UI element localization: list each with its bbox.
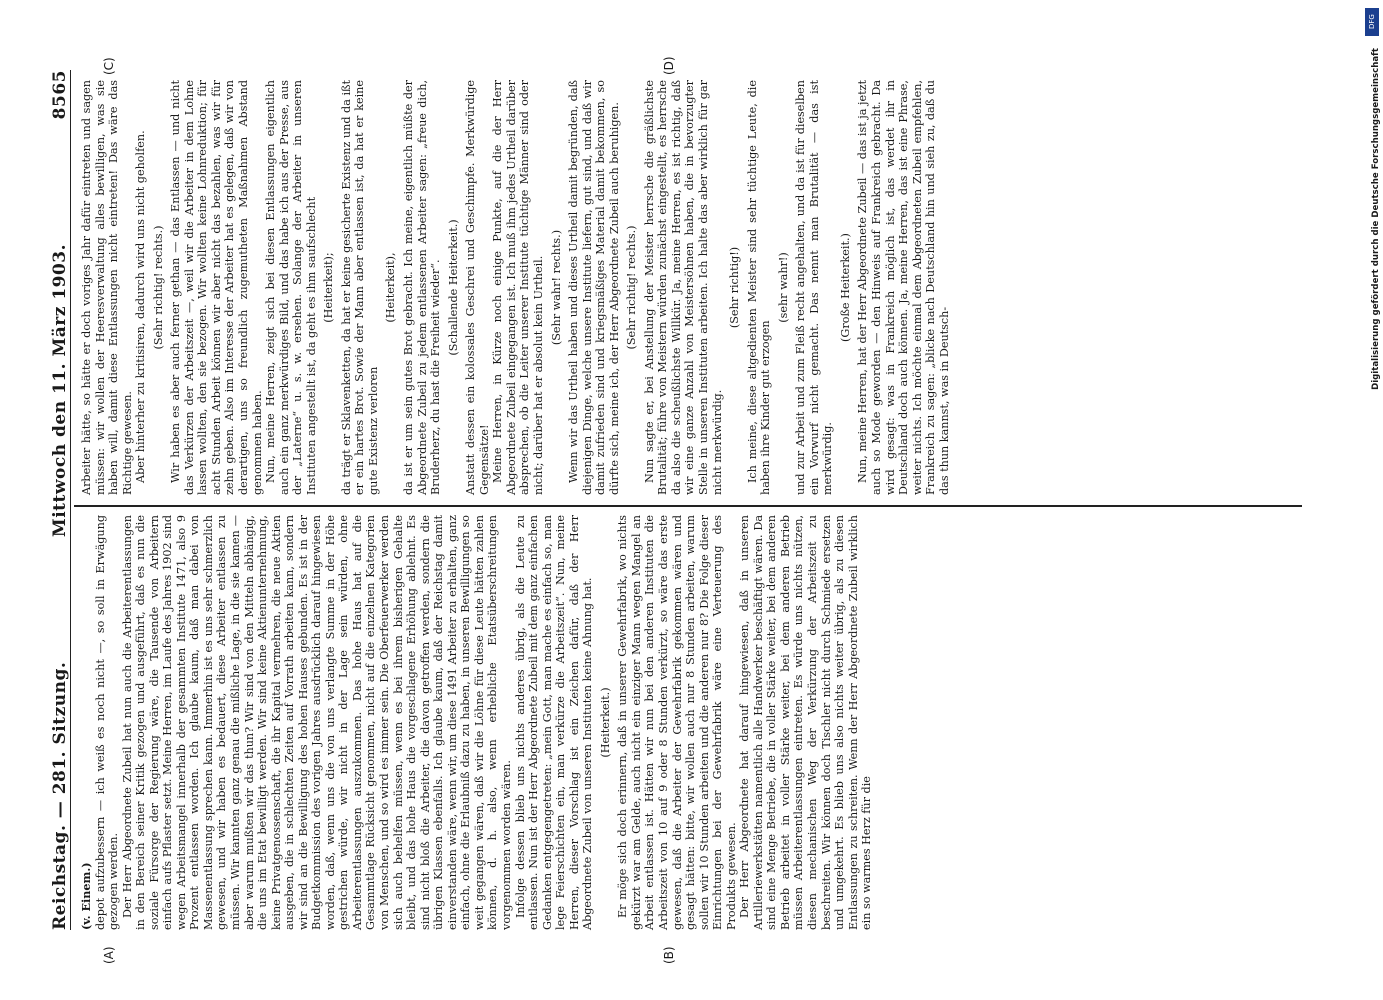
paragraph: da trägt er Sklavenketten, da hat er keine gesicherte Existenz und da ißt er ein hartes Brot. Sowie der Mann aber entlassen ist, da hat er keine gute Existenz verloren	[339, 80, 380, 495]
interjection: (Heiterkeit);	[321, 252, 335, 323]
interjection: (sehr wahr!)	[776, 252, 790, 323]
paragraph: Aber hinterher zu kritisiren, dadurch wird uns nicht geholfen.	[133, 130, 147, 483]
interjection: (Sehr richtig! rechts.)	[624, 225, 638, 350]
credit-text: Digitalisierung gefördert durch die Deutsche Forschungsgemeinschaft	[1371, 48, 1381, 390]
paragraph: Nun sagte er, bei Anstellung der Meister herrsche die gräßlichste Brutalität; führe von Meistern würden zunächst eingestellt, es herrsche da also die scheußlichste Willkür. Ja, meine Herren, es ist richtig, daß wir eine ganze Anzahl von Meistersöhnen haben, die in bevorzugter Stelle in unseren Instituten arbeiten. Ich halte das aber wirklich für gar nicht merkwürdig.	[642, 80, 724, 495]
paragraph: Arbeiter hätte, so hätte er doch voriges Jahr dafür eintreten und sagen müssen: wir wollen der Heeresverwaltung alles bewilligen, was sie haben will, damit diese Entlassungen nicht eintreten! Das wäre das Richtige gewesen.	[79, 80, 134, 495]
paragraph: depot aufzubessern — ich weiß es noch nicht —, so soll in Erwägung gezogen werden.	[93, 515, 120, 930]
margin-marker-a: (A)	[101, 946, 116, 964]
paragraph: Der Herr Abgeordnete hat darauf hingewiesen, daß in unseren Artilleriewerkstätten namentlich alle Handwerker beschäftigt wären. Da sind eine Menge Betriebe, die in voller Stärke weiter, bei dem anderen Betrieb arbeitet in voller Stärke weiter, bei dem anderen Betrieb müssen Arbeiterentlassungen eintreten. Es würde uns nichts nützen, diesen mechanischen Weg der Verkürzung der Arbeitszeit zu beschreiten. Wir können doch Tischler nicht durch Schmiede ersetzen und umgekehrt. Es blieb uns also nichts weiter übrig, als zu diesen Entlassungen zu schreiten. Wenn der Herr Abgeordnete Zubeil wirklich ein so warmes Herz für die	[737, 515, 873, 930]
left-column	[80, 515, 874, 930]
margin-marker-c: (C)	[101, 57, 116, 75]
interjection: (Sehr richtig!)	[727, 246, 741, 329]
interjection: (Sehr richtig! rechts.)	[151, 225, 165, 350]
paragraph: Wenn wir das Urtheil haben und dieses Urtheil damit begründen, daß diejenigen Dinge, welche unsere Institute liefern, gut sind, und daß wir damit zufrieden sind und kriegsmäßiges Material damit bekommen, so dürfte sich, meine ich, der Herr Abgeordnete Zubeil auch beruhigen.	[566, 80, 621, 495]
interjection: (Schallende Heiterkeit.)	[446, 219, 460, 356]
interjection: (Heiterkeit.)	[598, 687, 612, 758]
rotated-page-content	[42, 30, 1342, 970]
header-date: Mittwoch den 11. März 1903.	[49, 243, 70, 538]
interjection: (Heiterkeit),	[383, 252, 397, 323]
paragraph: Nun, meine Herren, hat der Herr Abgeordnete Zubeil — das ist ja jetzt auch so Mode geworden — den Hinweis auf Frankreich gebracht. Da wird gesagt: was in Frankreich möglich ist, das werdet ihr in Deutschland doch auch können. Ja, meine Herren, das ist eine Phrase, weiter nichts. Ich möchte einmal dem Abgeordneten Zubeil empfehlen, Frankreich zu sagen: „blicke nach Deutschland hin und sieh zu, daß du das thun kannst, was in Deutsch-	[855, 80, 951, 495]
margin-marker-b: (B)	[661, 946, 676, 964]
right-column	[80, 80, 951, 495]
margin-marker-d: (D)	[661, 56, 676, 75]
paragraph: Er möge sich doch erinnern, daß in unserer Gewehrfabrik, wo nichts gekürzt war am Gelde, auch nicht ein einziger Mann wegen Mangel an Arbeit entlassen ist. Hätten wir nun bei den anderen Instituten die Arbeitszeit von 10 auf 9 oder 8 Stunden verkürzt, so wäre das erste gewesen, daß die Arbeiter der Gewehrfabrik gekommen wären und gesagt hätten: bitte, wir wollen auch nur 8 Stunden arbeiten, warum sollen wir 10 Stunden arbeiten und die anderen nur 8? Die Folge dieser Einrichtungen bei der Gewehrfabrik wäre eine Verteuerung des Produkts gewesen.	[615, 515, 738, 930]
paragraph: Infolge dessen blieb uns nichts anderes übrig, als die Leute zu entlassen. Nun ist der Herr Abgeordnete Zubeil mit dem ganz einfachen Gedanken entgegengetreten: „mein Gott, man mache es einfach so, man lege Feierschichten ein, man verkürze die Arbeitszeit“. Nun, meine Herren, dieser Vorschlag ist ein Zeichen dafür, daß der Herr Abgeordnete Zubeil von unseren Instituten keine Ahnung hat.	[513, 515, 594, 930]
paragraph: Meine Herren, in Kürze noch einige Punkte, auf die der Herr Abgeordnete Zubeil eingegangen ist. Ich muß ihm jedes Urtheil darüber absprechen, ob die Leiter unserer Institute tüchtige Männer sind oder nicht; darüber hat er absolut kein Urtheil.	[490, 80, 545, 495]
paragraph: und zur Arbeit und zum Fleiß recht angehalten, und da ist für dieselben ein Vorwurf nicht gemacht. Das nennt man Brutalität — das ist merkwürdig.	[793, 80, 834, 495]
paragraph: Ich meine, diese altgedienten Meister sind sehr tüchtige Leute, die haben ihre Kinder gut erzogen	[745, 80, 772, 495]
interjection: (Große Heiterkeit.)	[838, 233, 852, 342]
column-divider	[74, 506, 1302, 508]
speaker-label: (v. Einem.)	[78, 862, 93, 930]
paragraph: da ist er um sein gutes Brot gebracht. Ich meine, eigentlich müßte der Abgeordnete Zubeil zu jedem entlassenen Arbeiter sagen: „freue dich, Bruderherz, du hast die Freiheit wieder“.	[401, 80, 442, 495]
paragraph: Nun, meine Herren, zeigt sich bei diesen Entlassungen eigentlich auch ein ganz merkwürdiges Bild, und das habe ich aus der Presse, aus der „Laterne“ u. s. w. ersehen. Solange der Arbeiter in unseren Instituten angestellt ist, da geht es ihm saufschlecht	[263, 80, 318, 495]
page-header	[42, 70, 71, 930]
header-session: Reichstag. — 281. Sitzung.	[49, 661, 70, 930]
dfg-logo: DFG	[1365, 8, 1379, 36]
page-number: 8565	[49, 70, 70, 120]
paragraph: Anstatt dessen ein kolossales Geschrei und Geschimpfe. Merkwürdige Gegensätze!	[463, 80, 491, 495]
digitization-credit	[1361, 0, 1383, 1000]
paragraph: Der Herr Abgeordnete Zubeil hat nun auch die Arbeiterentlassungen in den Bereich seiner Kritik gezogen und ausgeführt, daß es nun die soziale Fürsorge der Regierung wäre, die Tausende von Arbeitern einfach aufs Pflaster setzt. Meine Herren, im Laufe des Jahres 1902 sind wegen Arbeitsmangel innerhalb der gesammten Institute 1471, also 9 Prozent entlassen worden. Ich glaube kaum, daß man dabei von Massenentlassung sprechen kann. Immerhin ist es uns sehr schmerzlich gewesen, und wir haben es bedauert, diese Arbeiter entlassen zu müssen. Wir kannten ganz genau die mißliche Lage, in die sie kamen — aber warum mußten wir das thun? Wir sind von den Mitteln abhängig, die uns im Etat bewilligt werden. Wir sind keine Aktienunternehmung, keine Privatgenossenschaft, die ihr Kapital vermehren, die neue Aktien ausgeben, die in schlechten Zeiten auf Vorrath arbeiten kann, sondern wir sind an die Bewilligung des hohen Hauses gebunden. Es ist in der Budgetkommission des vorigen Jahres ausdrücklich darauf hingewiesen worden, daß, wenn uns die von uns verlangte Summe in der Höhe gestrichen würde, wir nicht in der Lage sein würden, ohne Arbeiterentlassungen auszukommen. Das hohe Haus hat auf die Gesammtlage Rücksicht genommen, nicht auf die einzelnen Kategorien von Menschen, und so wird es immer sein. Die Oberfeuerwerker werden sich auch behelfen müssen, wenn es bei ihrem bisherigen Gehalte bleibt, und das hohe Haus die vorgeschlagene Erhöhung ablehnt. Es sind nicht bloß die Arbeiter, die davon getroffen werden, sondern die übrigen Klassen ebenfalls. Ich glaube kaum, daß der Reichstag damit einverstanden wäre, wenn wir, um diese 1491 Arbeiter zu erhalten, ganz einfach, ohne die Erlaubniß dazu zu haben, in unseren Bewilligungen so weit gegangen wären, daß wir die Löhne für diese Leute hätten zahlen können, d. h. also, wenn erhebliche Etatsüberschreitungen vorgenommen worden wären.	[120, 515, 513, 930]
paragraph: Wir haben es aber auch ferner gethan — das Entlassen — und nicht das Verkürzen der Arbeitszeit —, weil wir die Arbeiter in dem Lohne lassen wollten, den sie bezogen. Wir wollten keine Lohnreduktion; für acht Stunden Arbeit können wir aber nicht das bezahlen, was wir für zehn geben. Also im Interesse der Arbeiter hat es gelegen, daß wir von derartigen, uns so freundlich zugemutheten Maßnahmen Abstand genommen haben.	[168, 80, 264, 495]
interjection: (Sehr wahr! rechts.)	[549, 229, 562, 346]
